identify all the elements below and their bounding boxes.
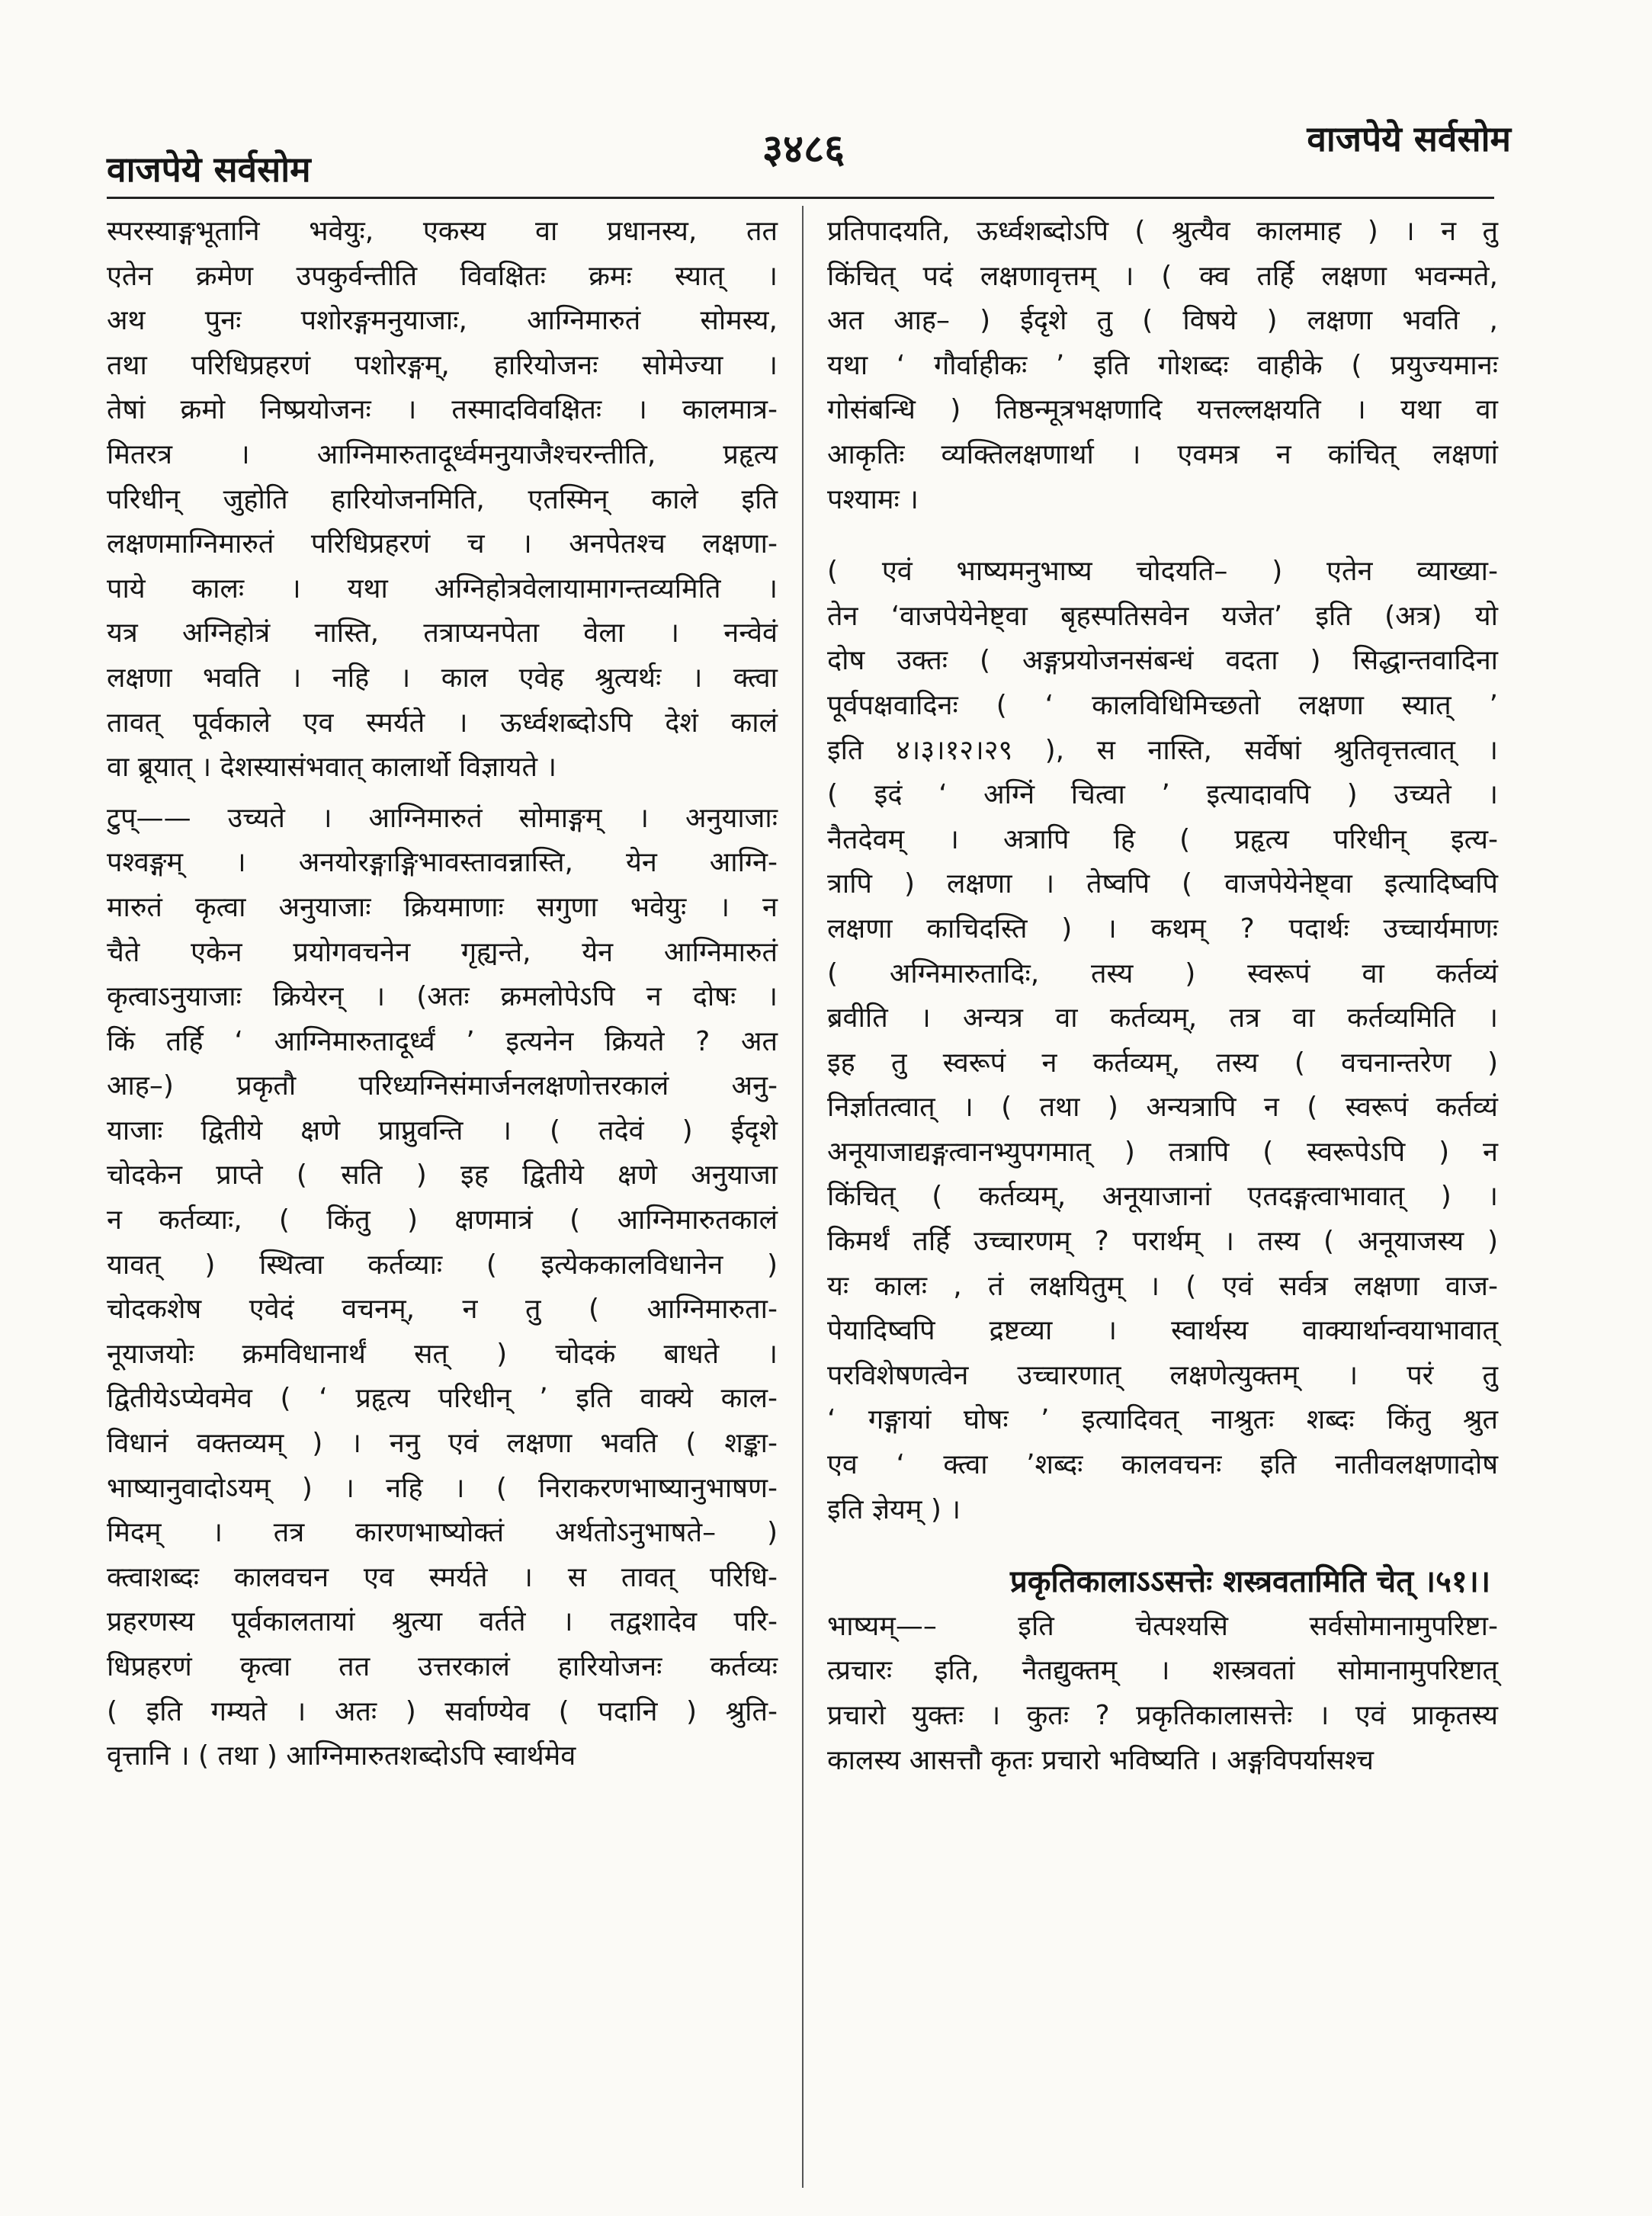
bhashya-line: कालस्य आसत्तौ कृतः प्रचारो भविष्यति । अङ्गविपर्यासश्च <box>827 1744 1374 1776</box>
paragraph-gap <box>107 791 778 797</box>
text-line: धिप्रहरणं कृत्वा तत उत्तरकालं हारियोजनः कर्तव्यः <box>107 1651 778 1682</box>
text-line: पूर्वपक्षवादिनः ( ‘ कालविधिमिच्छतो लक्षणा स्यात् ’ <box>827 689 1498 721</box>
text-line: मिदम् । तत्र कारणभाष्योक्तं अर्थतोऽनुभाषते– ) <box>107 1517 778 1549</box>
page-header <box>0 114 1652 198</box>
text-line: तेषां क्रमो निष्प्रयोजनः । तस्मादविवक्षितः । कालमात्र- <box>107 394 778 426</box>
sutra-heading: प्रकृतिकालाऽऽसत्तेः शस्त्रवतामिति चेत् ।५१।। <box>1009 1564 1490 1600</box>
bhashya-line: त्प्रचारः इति, नैतद्युक्तम् । शस्त्रवतां सोमानामुपरिष्टात् <box>827 1655 1498 1687</box>
right-column <box>827 210 1498 1783</box>
text-line: तेन ‘वाजपेयेनेष्ट्वा बृहस्पतिसवेन यजेत’ इति (अत्र) यो <box>827 600 1498 632</box>
column-divider <box>802 206 804 2188</box>
text-line: वा ब्रूयात् । देशस्यासंभवात् कालार्थो विज्ञायते । <box>107 752 557 784</box>
text-line: टुप्—— उच्यते । आग्निमारुतं सोमाङ्गम् । अनुयाजाः <box>107 802 778 834</box>
text-line: प्रतिपादयति, ऊर्ध्वशब्दोऽपि ( श्रुत्यैव कालमाह ) । न तु <box>827 216 1498 247</box>
header-rule <box>107 197 1494 199</box>
text-line: नूयाजयोः क्रमविधानार्थं सत् ) चोदकं बाधते । <box>107 1338 778 1370</box>
text-line: यावत् ) स्थित्वा कर्तव्याः ( इत्येककालविधानेन ) <box>107 1249 778 1281</box>
paragraph-gap <box>827 522 1498 550</box>
text-line: आकृतिः व्यक्तिलक्षणार्था । एवमत्र न कांचित् लक्षणां <box>827 438 1498 470</box>
text-line: चोदकेन प्राप्ते ( सति ) इह द्वितीये क्षणे अनुयाजा <box>107 1159 778 1191</box>
text-line: द्वितीयेऽप्येवमेव ( ‘ प्रहृत्य परिधीन् ’ इति वाक्ये काल- <box>107 1383 778 1415</box>
text-line: चैते एकेन प्रयोगवचनेन गृह्यन्ते, येन आग्निमारुतं <box>107 936 778 968</box>
text-line: किंचित् पदं लक्षणावृत्तम् । ( क्व तर्हि लक्षणा भवन्मते, <box>827 260 1498 292</box>
text-line: क्त्वाशब्दः कालवचन एव स्मर्यते । स तावत् परिधि- <box>107 1561 778 1593</box>
paragraph-gap <box>827 1532 1498 1560</box>
text-line: त्रापि ) लक्षणा । तेष्वपि ( वाजपेयेनेष्ट्वा इत्यादिष्वपि <box>827 868 1498 900</box>
text-line: निर्ज्ञातत्वात् । ( तथा ) अन्यत्रापि न ( स्वरूपं कर्तव्यं <box>827 1092 1498 1124</box>
running-title-right: वाजपेये सर्वसोम <box>1307 118 1511 159</box>
text-line: किंचित् ( कर्तव्यम्, अनूयाजानां एतदङ्गत्वाभावात् ) । <box>827 1181 1498 1213</box>
text-line: विधानं वक्तव्यम् ) । ननु एवं लक्षणा भवति ( शङ्का- <box>107 1428 778 1460</box>
text-line: अथ पुनः पशोरङ्गमनुयाजाः, आग्निमारुतं सोमस्य, <box>107 305 778 337</box>
text-line: लक्षणा भवति । नहि । काल एवेह श्रुत्यर्थः । क्त्वा <box>107 662 778 694</box>
text-line: कृत्वाऽनुयाजाः क्रियेरन् । (अतः क्रमलोपेऽपि न दोषः । <box>107 981 778 1013</box>
text-line: न कर्तव्याः, ( किंतु ) क्षणमात्रं ( आग्निमारुतकालं <box>107 1204 778 1236</box>
text-line: पेयादिष्वपि द्रष्टव्या । स्वार्थस्य वाक्यार्थान्वयाभावात् <box>827 1315 1498 1347</box>
text-line: एतेन क्रमेण उपकुर्वन्तीति विवक्षितः क्रमः स्यात् । <box>107 260 778 292</box>
text-line: ( एवं भाष्यमनुभाष्य चोदयति– ) एतेन व्याख्या- <box>827 556 1498 588</box>
text-line: परविशेषणत्वेन उच्चारणात् लक्षणेत्युक्तम् । परं तु <box>827 1359 1498 1391</box>
text-line: ( इदं ‘ अग्निं चित्वा ’ इत्यादावपि ) उच्यते । <box>827 779 1498 811</box>
text-line: पाये कालः । यथा अग्निहोत्रवेलायामागन्तव्यमिति । <box>107 572 778 605</box>
text-line: तावत् पूर्वकाले एव स्मर्यते । ऊर्ध्वशब्दोऽपि देशं कालं <box>107 707 778 739</box>
bhashya-line: भाष्यम्—– इति चेत्पश्यसि सर्वसोमानामुपरिष्टा- <box>827 1610 1498 1642</box>
text-line: इति ज्ञेयम् ) । <box>827 1493 961 1525</box>
text-line: लक्षणमाग्निमारुतं परिधिप्रहरणं च । अनपेतश्च लक्षणा- <box>107 528 778 560</box>
text-line: आह–) प्रकृतौ परिध्यग्निसंमार्जनलक्षणोत्तरकालं अनु- <box>107 1070 778 1102</box>
text-line: परिधीन् जुहोति हारियोजनमिति, एतस्मिन् काले इति <box>107 483 778 515</box>
text-line: भाष्यानुवादोऽयम् ) । नहि । ( निराकरणभाष्यानुभाषण- <box>107 1472 778 1504</box>
text-line: ‘ गङ्गायां घोषः ’ इत्यादिवत् नाश्रुतः शब्दः किंतु श्रुत <box>827 1404 1498 1436</box>
text-line: एव ‘ क्त्वा ’शब्दः कालवचनः इति नातीवलक्षणादोष <box>827 1449 1498 1481</box>
text-line: अनूयाजाद्यङ्गत्वानभ्युपगमात् ) तत्रापि ( स्वरूपेऽपि ) न <box>827 1136 1498 1168</box>
text-line: दोष उक्तः ( अङ्गप्रयोजनसंबन्धं वदता ) सिद्धान्तवादिना <box>827 645 1498 677</box>
text-line: मारुतं कृत्वा अनुयाजाः क्रियमाणाः सगुणा भवेयुः । न <box>107 891 778 923</box>
text-line: ( अग्निमारुतादिः, तस्य ) स्वरूपं वा कर्तव्यं <box>827 957 1498 989</box>
text-line: ( इति गम्यते । अतः ) सर्वाण्येव ( पदानि ) श्रुति- <box>107 1695 778 1727</box>
bhashya-line: प्रचारो युक्तः । कुतः ? प्रकृतिकालासत्तेः । एवं प्राकृतस्य <box>827 1700 1498 1731</box>
text-line: मितरत्र । आग्निमारुतादूर्ध्वमनुयाजैश्चरन्तीति, प्रहृत्य <box>107 438 778 470</box>
text-line: ब्रवीति । अन्यत्र वा कर्तव्यम्, तत्र वा कर्तव्यमिति । <box>827 1002 1498 1034</box>
text-line: लक्षणा काचिदस्ति ) । कथम् ? पदार्थः उच्चार्यमाणः <box>827 912 1498 944</box>
text-line: वृत्तानि । ( तथा ) आग्निमारुतशब्दोऽपि स्वार्थमेव <box>107 1740 576 1772</box>
text-line: प्रहरणस्य पूर्वकालतायां श्रुत्या वर्तते । तद्वशादेव परि- <box>107 1606 778 1638</box>
text-line: यथा ‘ गौर्वाहीकः ’ इति गोशब्दः वाहीके ( प्रयुज्यमानः <box>827 349 1498 381</box>
running-title-left: वाजपेये सर्वसोम <box>107 149 311 190</box>
text-line: किं तर्हि ‘ आग्निमारुतादूर्ध्वं ’ इत्यनेन क्रियते ? अत <box>107 1025 778 1057</box>
text-line: नैतदेवम् । अत्रापि हि ( प्रहृत्य परिधीन् इत्य- <box>827 823 1498 855</box>
text-line: किमर्थं तर्हि उच्चारणम् ? परार्थम् । तस्य ( अनूयाजस्य ) <box>827 1226 1498 1258</box>
text-line: चोदकशेष एवेदं वचनम्, न तु ( आग्निमारुता- <box>107 1294 778 1326</box>
text-line: यः कालः , तं लक्षयितुम् । ( एवं सर्वत्र लक्षणा वाज- <box>827 1270 1498 1302</box>
text-line: इति ४।३।१२।२९ ), स नास्ति, सर्वेषां श्रुतिवृत्तत्वात् । <box>827 734 1498 766</box>
text-line: गोसंबन्धि ) तिष्ठन्मूत्रभक्षणादि यत्तल्लक्षयति । यथा वा <box>827 394 1498 426</box>
text-line: याजाः द्वितीये क्षणे प्राप्नुवन्ति । ( तदेवं ) ईदृशे <box>107 1114 778 1146</box>
text-line: अत आह– ) ईदृशे तु ( विषये ) लक्षणा भवति , <box>827 305 1498 337</box>
text-line: स्परस्याङ्गभूतानि भवेयुः, एकस्य वा प्रधानस्य, तत <box>107 216 778 247</box>
text-line: तथा परिधिप्रहरणं पशोरङ्गम्, हारियोजनः सोमेज्या । <box>107 349 778 381</box>
text-line: यत्र अग्निहोत्रं नास्ति, तत्राप्यनपेता वेला । नन्वेवं <box>107 617 778 649</box>
left-column <box>107 210 778 1779</box>
text-line: पश्यामः । <box>827 483 919 515</box>
text-line: पश्वङ्गम् । अनयोरङ्गाङ्गिभावस्तावन्नास्ति, येन आग्नि- <box>107 847 778 879</box>
page-number: ३४८६ <box>762 127 845 172</box>
text-line: इह तु स्वरूपं न कर्तव्यम्, तस्य ( वचनान्तरेण ) <box>827 1047 1498 1079</box>
